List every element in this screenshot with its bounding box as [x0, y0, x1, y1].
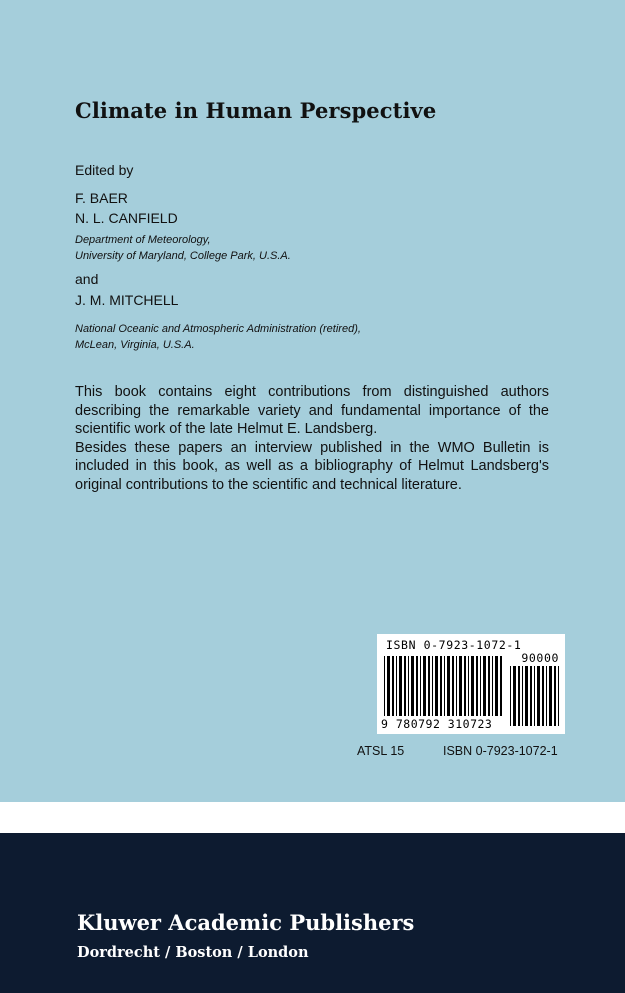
barcode-bar: [471, 656, 474, 716]
barcode-bar: [392, 656, 394, 716]
barcode-bar: [428, 656, 430, 716]
edited-by-label: Edited by: [75, 162, 134, 178]
affiliation-line: University of Maryland, College Park, U.S.A.: [75, 250, 291, 262]
barcode-bar: [452, 656, 454, 716]
barcode-bar: [522, 666, 523, 726]
barcode-bar: [440, 656, 442, 716]
description-paragraph: This book contains eight contributions from distinguished authors describing the remarkable variety and fundamental importance of the scientific work of the late Helmut E. Landsberg.: [75, 384, 549, 437]
barcode-bar: [387, 656, 390, 716]
barcode-bar: [513, 666, 516, 726]
barcode-bar: [464, 656, 466, 716]
publisher-locations: Dordrecht / Boston / London: [77, 944, 309, 961]
barcode-bar: [530, 666, 532, 726]
barcode-bar: [399, 656, 402, 716]
description-paragraph: Besides these papers an interview published in the WMO Bulletin is included in this book, as well as a bibliography of Helmut Landsberg's original contributions to the scientific and technical literature.: [75, 439, 549, 493]
barcode-bar: [476, 656, 478, 716]
barcode-bar: [558, 666, 559, 726]
barcode-bar: [420, 656, 421, 716]
publisher-name: Kluwer Academic Publishers: [77, 910, 415, 935]
barcode-bar: [480, 656, 481, 716]
barcode-bar: [384, 656, 385, 716]
barcode-bar: [525, 666, 528, 726]
barcode-bar: [537, 666, 540, 726]
barcode-bar: [554, 666, 556, 726]
barcode-bar: [408, 656, 409, 716]
barcode-isbn-label: ISBN 0-7923-1072-1: [386, 638, 522, 652]
barcode-bar: [468, 656, 469, 716]
book-description: [75, 383, 549, 494]
barcode-bar: [459, 656, 462, 716]
barcode-bar: [483, 656, 486, 716]
barcode-bar: [435, 656, 438, 716]
barcode-bar: [518, 666, 520, 726]
and-label: and: [75, 271, 99, 287]
barcode-bar: [546, 666, 547, 726]
affiliation-line: Department of Meteorology,: [75, 234, 211, 246]
isbn-number: ISBN 0-7923-1072-1: [443, 744, 558, 758]
barcode-bar: [534, 666, 535, 726]
affiliation-line: McLean, Virginia, U.S.A.: [75, 339, 195, 351]
affiliation-line: National Oceanic and Atmospheric Administration (retired),: [75, 323, 361, 335]
barcode-bar: [404, 656, 406, 716]
barcode-bar: [411, 656, 414, 716]
barcode-bar: [549, 666, 552, 726]
editor-name: J. M. MITCHELL: [75, 292, 179, 308]
barcode-bar: [432, 656, 433, 716]
editor-name: F. BAER: [75, 190, 128, 206]
barcode-price-code: 90000: [521, 651, 559, 665]
editor-affiliation: [75, 321, 361, 353]
barcode-bar: [492, 656, 493, 716]
barcode-bar: [495, 656, 498, 716]
barcode-bar: [488, 656, 490, 716]
barcode-bar: [416, 656, 418, 716]
barcode-bar: [447, 656, 450, 716]
isbn-barcode: [377, 634, 565, 734]
barcode-bar: [456, 656, 457, 716]
barcode-bar: [542, 666, 544, 726]
barcode-bar: [444, 656, 445, 716]
book-title: Climate in Human Perspective: [75, 98, 437, 123]
white-divider-band: [0, 802, 625, 833]
barcode-bar: [510, 666, 511, 726]
barcode-digits: 9 780792 310723: [381, 717, 493, 731]
editor-affiliation: [75, 232, 291, 264]
barcode-bar: [396, 656, 397, 716]
barcode-bar: [423, 656, 426, 716]
barcode-bar: [500, 656, 502, 716]
series-code: ATSL 15: [357, 744, 405, 758]
editor-name: N. L. CANFIELD: [75, 210, 178, 226]
